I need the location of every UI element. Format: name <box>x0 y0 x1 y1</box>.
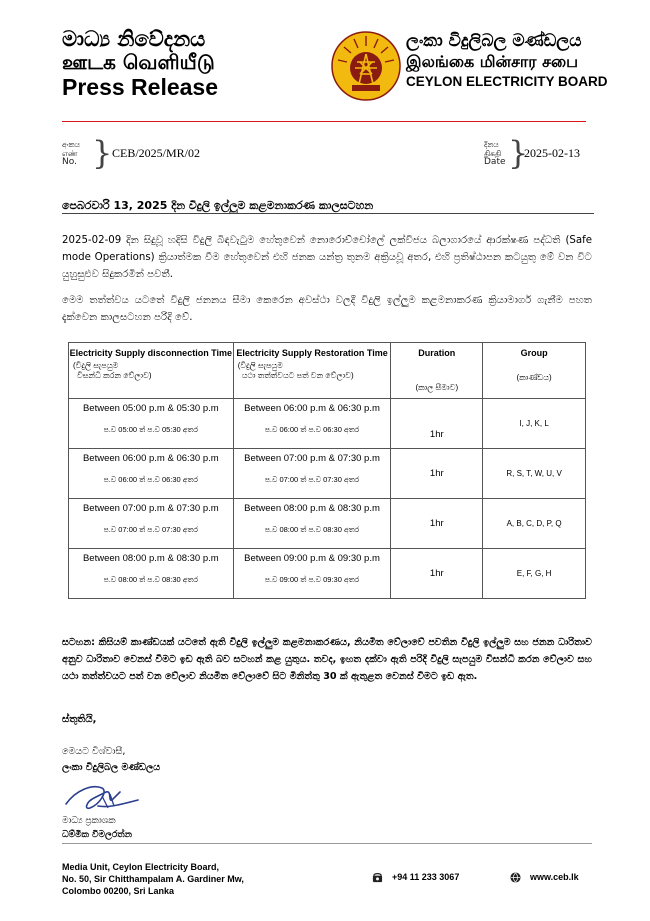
signature-icon <box>62 782 142 816</box>
restore-time-en: Between 09:00 p.m & 09:30 p.m <box>244 553 380 564</box>
header-disconnect-time: Electricity Supply disconnection Time (විදුලි සැපයුම විසන්ධි කරන වේලාව) <box>69 343 234 399</box>
press-release-title-sinhala: මාධ්‍ය නිවේදනය <box>62 27 206 51</box>
signer-name: ධම්මික විමලරත්න <box>62 830 132 840</box>
table-row <box>69 399 586 449</box>
disconnect-time-en: Between 07:00 p.m & 07:30 p.m <box>82 503 219 514</box>
schedule-table <box>68 342 586 599</box>
disconnect-time-en: Between 06:00 p.m & 06:30 p.m <box>82 453 219 464</box>
org-name-sinhala: ලංකා විදුලිබල මණ්ඩලය <box>406 31 582 51</box>
date-brace: } <box>508 134 529 172</box>
phone-icon <box>372 872 383 883</box>
signer-title: මාධ්‍ය ප්‍රකාශක <box>62 816 116 826</box>
disconnect-time-si: ප.ව 08:00 ත් ප.ව 08:30 අතර <box>103 575 199 584</box>
footer-phone: +94 11 233 3067 <box>392 872 460 882</box>
disconnect-time-si: ප.ව 07:00 ත් ප.ව 07:30 අතර <box>103 525 199 534</box>
paragraph-1: 2025-02-09 දින සිදුවූ හදිසි විදුලි බිඳවැටුම හේතුවෙන් නොරොච්චෝලේ ලක්විජය බලාගාරයේ ආරක්ෂණ පද්ධති (Safe mode Operations) ක්‍රියාත්මක වීම හේතුවෙන් එහි ජනක යන්ත්‍ර තුනම අක්‍රියවූ අතර, එහි ප්‍රතිෂ්ඨාපන කටයුතු මේ වන විට යුහුසුළුව සිදුකරමින් පවතී. <box>62 235 592 280</box>
duration-value: 1hr <box>429 568 444 579</box>
closing-thanks: ස්තුතියි, <box>62 714 97 725</box>
table-row <box>69 549 586 599</box>
group-value: I, J, K, L <box>519 419 549 428</box>
header-divider <box>62 121 586 122</box>
restore-time-si: ප.ව 08:00 ත් ප.ව 08:30 අතර <box>264 525 360 534</box>
disconnect-time-si: ප.ව 06:00 ත් ප.ව 06:30 අතර <box>103 475 199 484</box>
paragraph-2: මෙම තත්ත්වය යටතේ විදුලි ජනනය සීමා කෙරෙන අවස්ථා වලදී විදුලි ඉල්ලුම කළමනාකරණ ක්‍රියාමාර්ග ගැනීම පහත දැක්වෙන කාලසටහන පරිදි වේ. <box>62 295 592 323</box>
disconnect-time-si: ප.ව 05:00 ත් ප.ව 05:30 අතර <box>103 425 199 434</box>
disconnect-time-en: Between 05:00 p.m & 05:30 p.m <box>82 403 219 414</box>
restore-time-si: ප.ව 07:00 ත් ප.ව 07:30 අතර <box>264 475 360 484</box>
table-header-row <box>69 343 586 399</box>
duration-value: 1hr <box>429 468 444 479</box>
restore-time-en: Between 08:00 p.m & 08:30 p.m <box>244 503 380 514</box>
date-label: දිනය திகதி Date <box>484 140 506 167</box>
restore-time-en: Between 07:00 p.m & 07:30 p.m <box>244 453 380 464</box>
footer-divider <box>62 843 592 844</box>
group-value: R, S, T, W, U, V <box>506 469 562 478</box>
disconnect-time-en: Between 08:00 p.m & 08:30 p.m <box>82 553 219 564</box>
duration-value: 1hr <box>429 518 444 529</box>
title-underline <box>62 213 594 214</box>
org-name-english: CEYLON ELECTRICITY BOARD <box>406 74 608 89</box>
schedule-note: සටහන: කිසියම් කාණ්ඩයක් යටතේ ඇති විදුලි ඉල්ලුම කළමනාකරණය, නියමිත වේලාවේ පවතින විදුලි ඉල්ලුම සහ ජනන ධාරිතාව අනුව ධාරිතාව වෙනස් වීමට ඉඩ ඇති බව සටහන් කළ යුතුය. තවද, ඉහත දක්වා ඇති පරිදි විදුලි සැපයුම විසන්ධි කරන වේලාව සහ යථා තත්ත්වයට පත් වන වේලාව නියමිත වේලාවේ සිට මිනිත්තු 30 ක් ඇතුළත වෙනස් වීමට ඉඩ ඇත. <box>62 637 592 682</box>
closing-faithfully: මෙයට විශ්වාසී, <box>62 746 126 757</box>
press-release-title-tamil: ஊடக வெளியீடு <box>62 50 215 74</box>
restore-time-en: Between 06:00 p.m & 06:30 p.m <box>244 403 380 414</box>
press-release-title-english: Press Release <box>62 74 219 100</box>
org-name-tamil: இலங்கை மின்சார சபை <box>406 52 579 71</box>
header-duration: Duration (කාල සීමාව) <box>391 343 483 399</box>
ceb-logo-icon <box>330 30 402 102</box>
reference-brace: } <box>92 134 113 172</box>
table-row <box>69 449 586 499</box>
table-row <box>69 499 586 549</box>
restore-time-si: ප.ව 09:00 ත් ප.ව 09:30 අතර <box>264 575 360 584</box>
group-value: E, F, G, H <box>516 569 552 578</box>
footer-address: Media Unit, Ceylon Electricity Board, No. 50, Sir Chitthampalam A. Gardiner Mw, Colombo 00200, Sri Lanka <box>62 862 244 896</box>
globe-icon <box>510 872 521 883</box>
duration-value: 1hr <box>429 429 444 440</box>
document-title: පෙබරවාරි 13, 2025 දින විදුලි ඉල්ලුම කළමනාකරණ කාලසටහන <box>62 199 374 212</box>
date-value: 2025-02-13 <box>524 146 580 160</box>
group-value: A, B, C, D, P, Q <box>506 519 562 528</box>
closing-org: ලංකා විදුලිබල මණ්ඩලය <box>62 762 161 773</box>
footer-website[interactable]: www.ceb.lk <box>530 872 579 882</box>
reference-label: අංකය எண் No. <box>62 140 81 167</box>
restore-time-si: ප.ව 06:00 ත් ප.ව 06:30 අතර <box>264 425 360 434</box>
reference-number: CEB/2025/MR/02 <box>112 146 201 160</box>
header-group: Group (කාණ්ඩය) <box>483 343 586 399</box>
header-restore-time: Electricity Supply Restoration Time (විදුලි සැපයුම යථා තත්ත්වයට පත් වන වේලාව) <box>233 343 391 399</box>
